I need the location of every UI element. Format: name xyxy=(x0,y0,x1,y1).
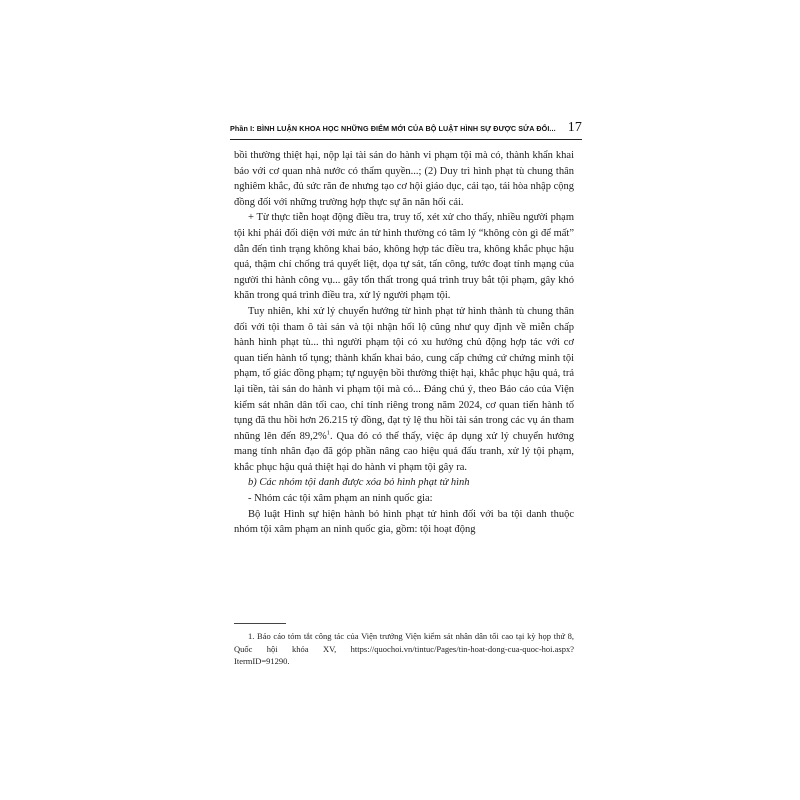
section-subheading: b) Các nhóm tội danh được xóa bỏ hình phạt tử hình xyxy=(248,477,470,489)
header-rule xyxy=(230,139,582,140)
book-page xyxy=(222,108,584,698)
paragraph-3-text: Tuy nhiên, khi xử lý chuyển hướng từ hình phạt tử hình thành tù chung thân đối với tội tham ô tài sản và tội nhận hối lộ cũng như quy định về miễn chấp hành hình phạt tù... thì người phạm tội có xu hướng chủ động hợp tác với cơ quan tiến hành tố tụng; thành khẩn khai báo, cung cấp chứng cứ chứng minh tội phạm, tố giác đồng phạm; tự nguyện bồi thường thiệt hại, khắc phục hậu quả, trả lại tiền, tài sản do hành vi phạm tội mà có... Đáng chú ý, theo Báo cáo của Viện kiểm sát nhân dân tối cao, chỉ tính riêng trong năm 2024, cơ quan tiến hành tố tụng đã thu hồi hơn 26.215 tỷ đồng, đạt tỷ lệ thu hồi tài sản trong các vụ án tham nhũng lên đến 89,2% xyxy=(234,305,574,442)
paragraph-3 xyxy=(234,304,574,476)
footnote-reference[interactable]: 1 xyxy=(326,429,331,437)
body-text xyxy=(234,148,574,538)
paragraph-3-end: . Qua đó có thể thấy, việc áp dụng xử lý chuyển hướng mang tính nhân đạo đã góp phần nâng cao hiệu quả đấu tranh, xử lý tội phạm, khắc phục hậu quả thiệt hại do hành vi phạm tội gây ra. xyxy=(234,430,574,473)
paragraph-2: + Từ thực tiễn hoạt động điều tra, truy tố, xét xử cho thấy, nhiều người phạm tội khi phải đối diện với mức án tử hình thường có tâm lý “không còn gì để mất” dẫn đến tình trạng không khai báo, không hợp tác điều tra, không khắc phục hậu quả, thậm chí chống trả quyết liệt, dọa tự sát, tấn công, tước đoạt tính mạng của người thi hành công vụ... gây tổn thất trong quá trình truy bắt tội phạm, gây khó khăn trong quá trình điều tra, xử lý người phạm tội. xyxy=(234,212,574,302)
page-number: 17 xyxy=(567,120,582,135)
footnote-text: 1. Báo cáo tóm tắt công tác của Viện trưởng Viện kiểm sát nhân dân tối cao tại kỳ họp thứ 8, Quốc hội khóa XV, https://quochoi.vn/tintuc/Pages/tin-hoat-dong-cua-quoc-hoi.aspx?ItermID=91290. xyxy=(234,631,574,666)
paragraph-1: bồi thường thiệt hại, nộp lại tài sản do hành vi phạm tội mà có, thành khẩn khai báo với cơ quan nhà nước có thẩm quyền...; (2) Duy trì hình phạt tù chung thân nghiêm khắc, đủ sức răn đe nhưng tạo cơ hội giáo dục, cải tạo, tái hòa nhập cộng đồng đối với những trường hợp thực sự ăn năn hối cải. xyxy=(234,150,574,208)
paragraph-4: - Nhóm các tội xâm phạm an ninh quốc gia: xyxy=(248,493,433,505)
running-title: Phần I: BÌNH LUẬN KHOA HỌC NHỮNG ĐIỂM MỚI CỦA BỘ LUẬT HÌNH SỰ ĐƯỢC SỬA ĐỔI... xyxy=(230,124,556,133)
footnote-rule xyxy=(234,623,286,624)
paragraph-5: Bộ luật Hình sự hiện hành bỏ hình phạt tử hình đối với ba tội danh thuộc nhóm tội xâm phạm an ninh quốc gia, gồm: tội hoạt động xyxy=(234,508,574,536)
running-header xyxy=(230,120,582,138)
footnote xyxy=(234,630,574,668)
